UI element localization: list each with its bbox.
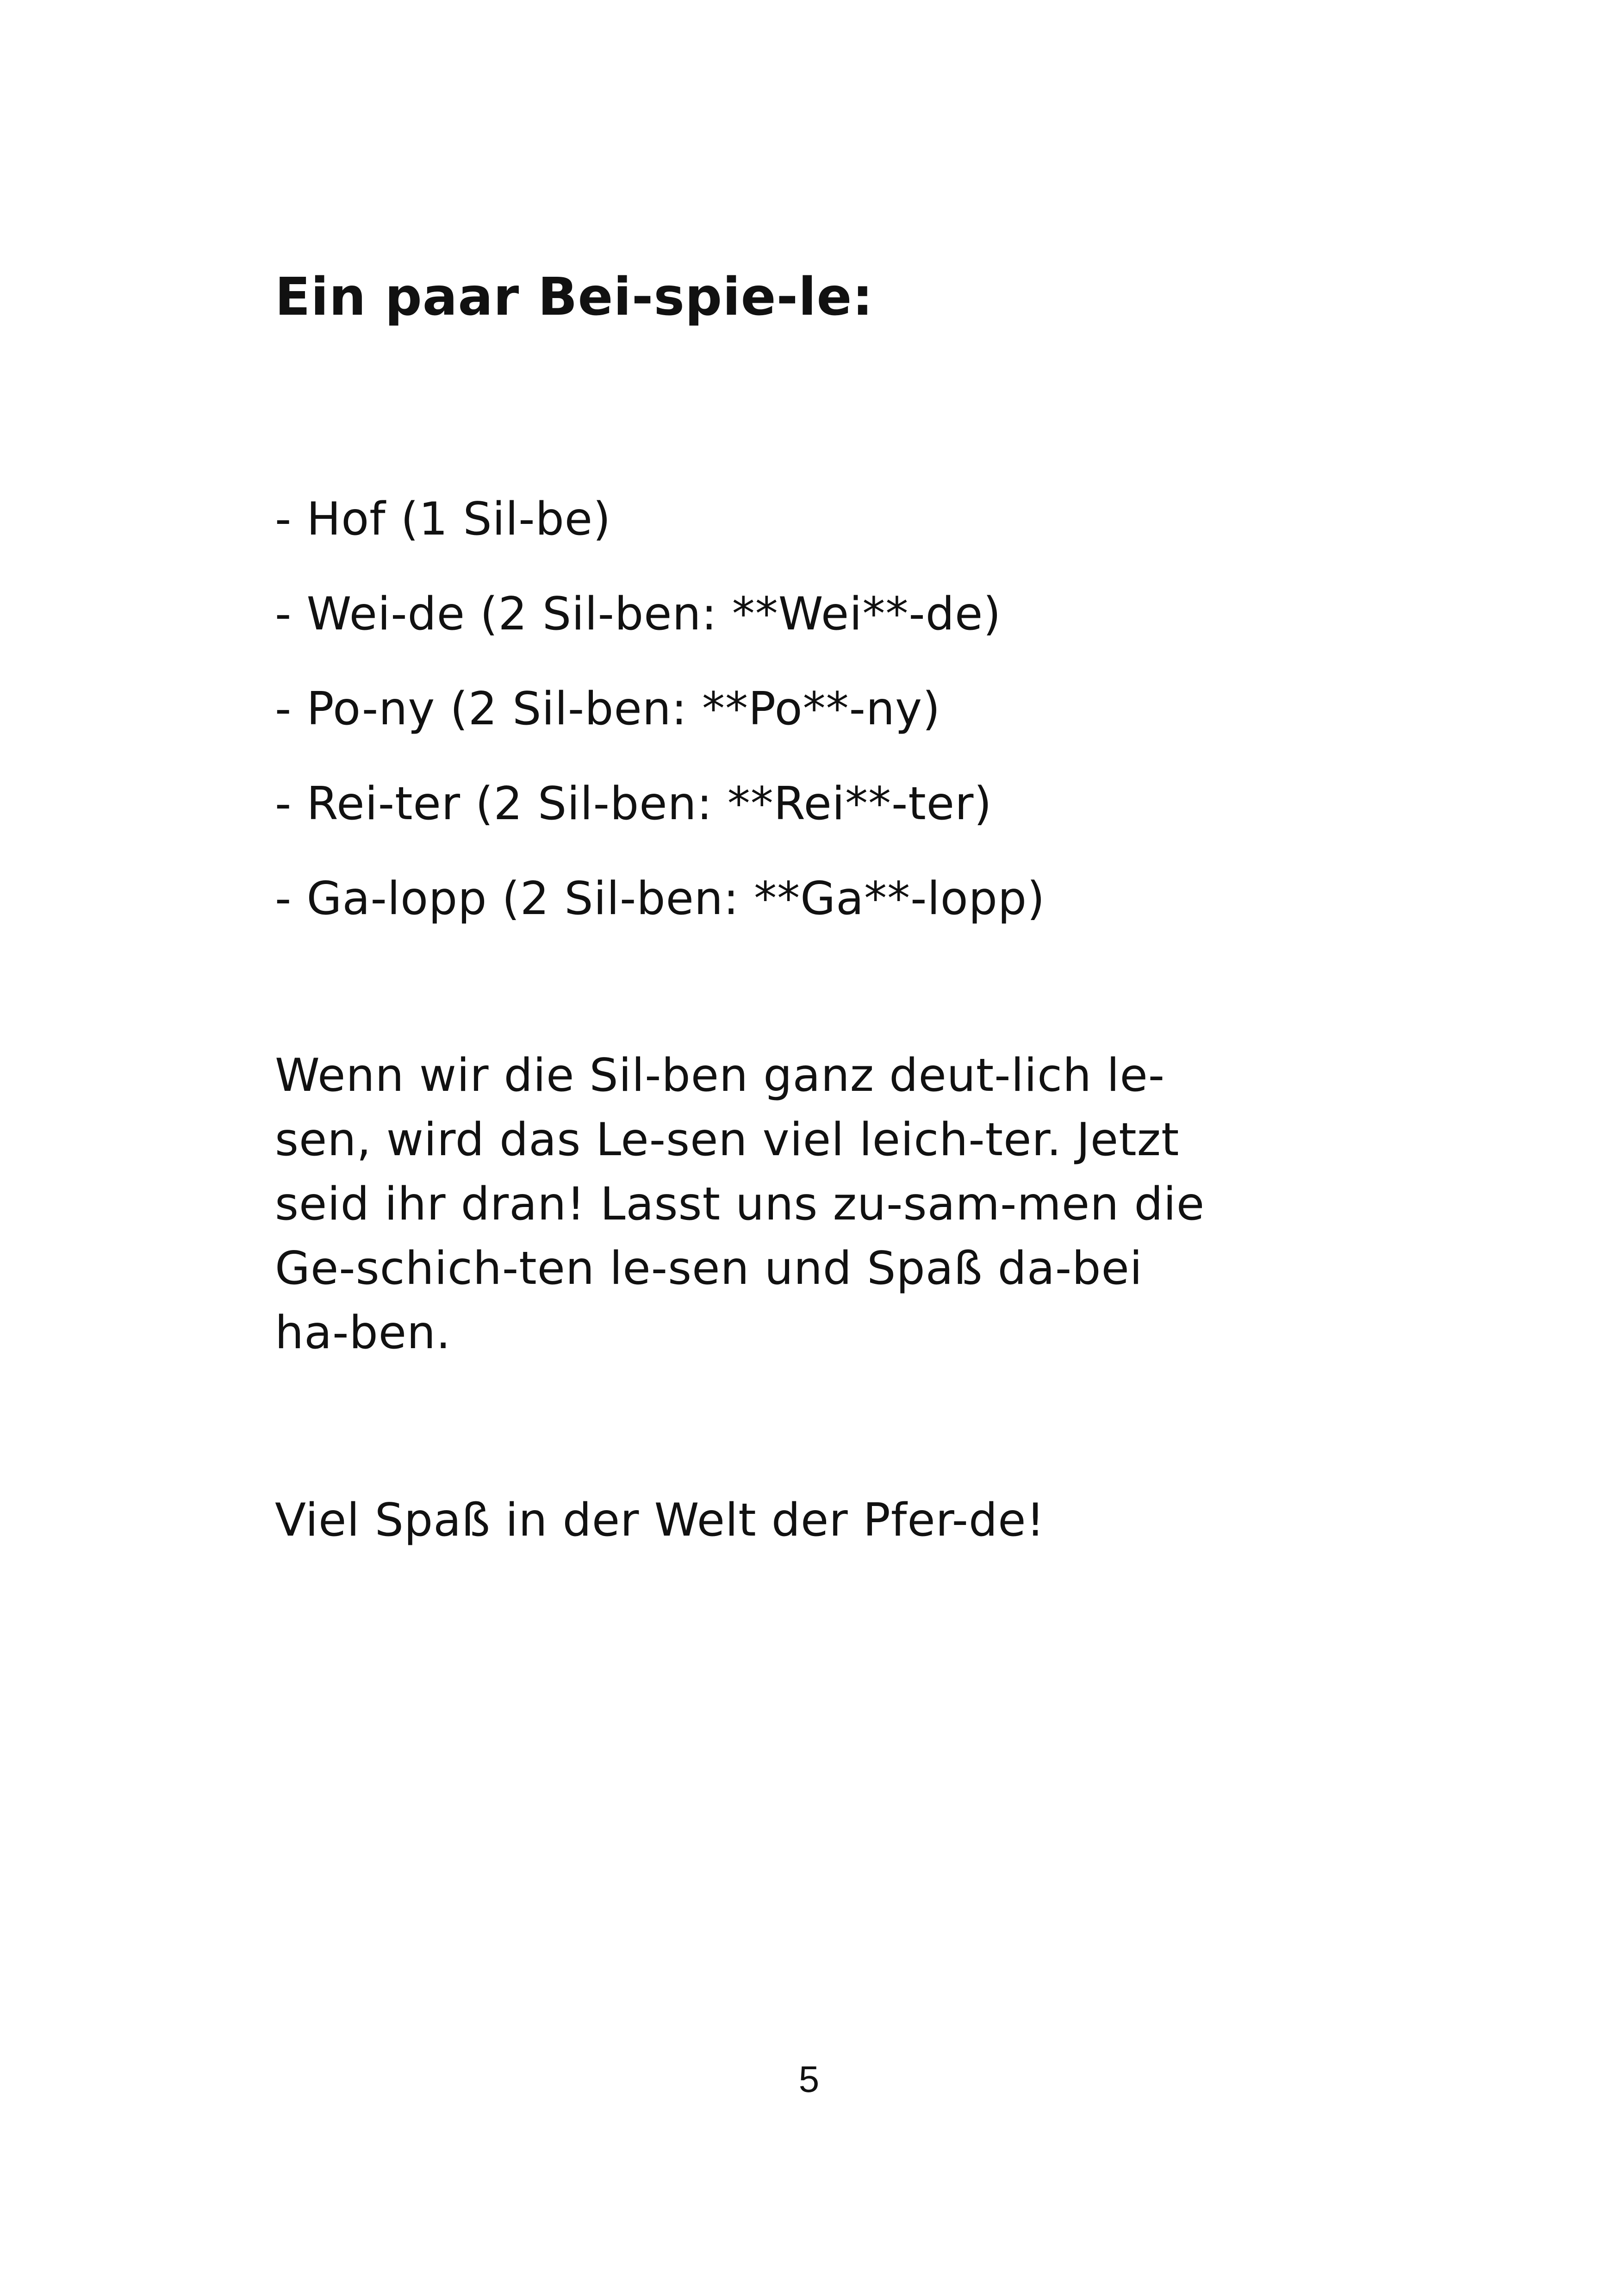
page-number: 5 <box>798 2059 820 2100</box>
list-item: - Hof (1 Sil-be) <box>275 493 611 546</box>
paragraph-line: ha-ben. <box>275 1307 451 1359</box>
section-heading: Ein paar Bei-spie-le: <box>275 267 874 327</box>
body-paragraph <box>275 1044 1386 1365</box>
list-item: - Ga-lopp (2 Sil-ben: **Ga**-lopp) <box>275 872 1045 925</box>
list-item: - Wei-de (2 Sil-ben: **Wei**-de) <box>275 588 1002 641</box>
list-item: - Po-ny (2 Sil-ben: **Po**-ny) <box>275 683 941 735</box>
closing-sentence: Viel Spaß in der Welt der Pfer-de! <box>275 1494 1045 1547</box>
list-item: - Rei-ter (2 Sil-ben: **Rei**-ter) <box>275 778 992 830</box>
syllable-examples-list <box>275 472 1045 946</box>
paragraph-line: Wenn wir die Sil-ben ganz deut-lich le- <box>275 1049 1165 1102</box>
paragraph-line: seid ihr dran! Lasst uns zu-sam-men die <box>275 1178 1205 1231</box>
paragraph-line: Ge-schich-ten le-sen und Spaß da-bei <box>275 1242 1143 1295</box>
paragraph-line: sen, wird das Le-sen viel leich-ter. Jetzt <box>275 1114 1180 1166</box>
